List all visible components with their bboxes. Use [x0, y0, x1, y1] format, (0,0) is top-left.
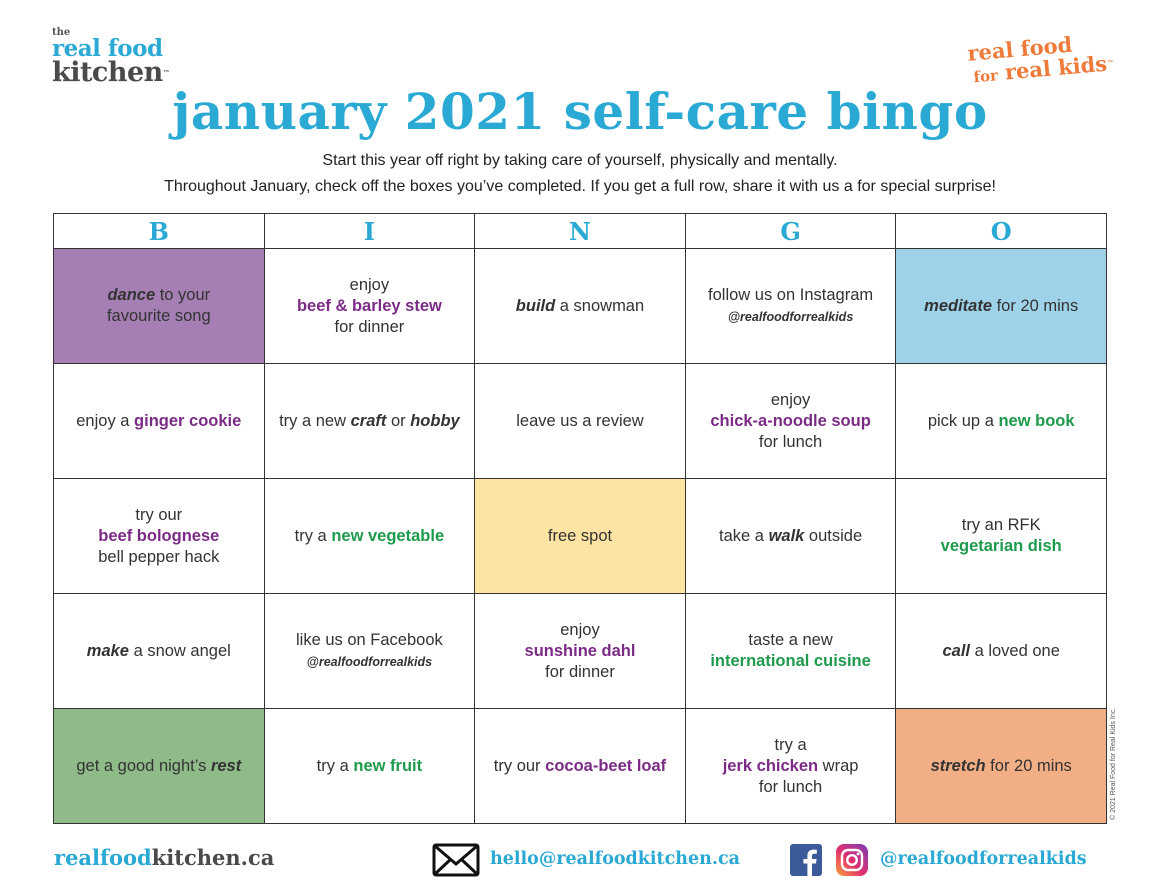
bingo-header-row: [54, 214, 1107, 249]
column-header-b: B: [54, 214, 265, 249]
bingo-cell-rest[interactable]: get a good night’s rest: [54, 709, 265, 824]
bingo-cell-chick-a-noodle-soup[interactable]: enjoy chick-a-noodle soup for lunch: [685, 364, 896, 479]
bingo-cell-craft-hobby[interactable]: try a new craft or hobby: [264, 364, 475, 479]
column-header-g: G: [685, 214, 896, 249]
page-title: january 2021 self-care bingo: [172, 82, 988, 141]
copyright-notice: © 2021 Real Food for Real Kids Inc.: [1110, 707, 1117, 820]
column-header-i: I: [264, 214, 475, 249]
bingo-cell-stretch[interactable]: stretch for 20 mins: [896, 709, 1107, 824]
facebook-icon[interactable]: [790, 844, 822, 876]
bingo-cell-sunshine-dahl[interactable]: enjoy sunshine dahl for dinner: [475, 594, 686, 709]
mail-icon: [432, 843, 480, 877]
bingo-cell-meditate[interactable]: meditate for 20 mins: [896, 249, 1107, 364]
column-header-o: O: [896, 214, 1107, 249]
bingo-cell-beef-bolognese[interactable]: try our beef bolognese bell pepper hack: [54, 479, 265, 594]
bingo-cell-review[interactable]: leave us a review: [475, 364, 686, 479]
bingo-cell-instagram[interactable]: follow us on Instagram @realfoodforrealkids: [685, 249, 896, 364]
bingo-card: [53, 213, 1107, 824]
bingo-cell-jerk-chicken[interactable]: try a jerk chicken wrap for lunch: [685, 709, 896, 824]
bingo-cell-new-vegetable[interactable]: try a new vegetable: [264, 479, 475, 594]
bingo-cell-new-fruit[interactable]: try a new fruit: [264, 709, 475, 824]
bingo-cell-vegetarian-dish[interactable]: try an RFK vegetarian dish: [896, 479, 1107, 594]
bingo-cell-ginger-cookie[interactable]: enjoy a ginger cookie: [54, 364, 265, 479]
bingo-row: [54, 709, 1107, 824]
bingo-cell-walk[interactable]: take a walk outside: [685, 479, 896, 594]
bingo-row: [54, 249, 1107, 364]
logo-kitchen: kitchen™: [52, 57, 170, 88]
logo-real-food: real food: [52, 35, 163, 62]
bingo-row: [54, 479, 1107, 594]
bingo-cell-new-book[interactable]: pick up a new book: [896, 364, 1107, 479]
bingo-cell-snowman[interactable]: build a snowman: [475, 249, 686, 364]
intro-line-2: Throughout January, check off the boxes you’ve completed. If you get a full row, share it with us a for special surprise!: [164, 178, 996, 195]
logo-the: the: [52, 27, 71, 38]
real-food-for-real-kids-logo: [914, 30, 1115, 87]
bingo-cell-free-spot[interactable]: free spot: [475, 479, 686, 594]
column-header-n: N: [475, 214, 686, 249]
intro-line-1: Start this year off right by taking care of yourself, physically and mentally.: [322, 152, 838, 169]
bingo-cell-snow-angel[interactable]: make a snow angel: [54, 594, 265, 709]
social-handle-link[interactable]: @realfoodforrealkids: [880, 849, 1087, 869]
bingo-cell-facebook[interactable]: like us on Facebook @realfoodforrealkids: [264, 594, 475, 709]
bingo-row: [54, 594, 1107, 709]
logo-for-real-kids: for real kids™: [972, 50, 1115, 87]
bingo-cell-international-cuisine[interactable]: taste a new international cuisine: [685, 594, 896, 709]
real-food-kitchen-logo: [52, 28, 192, 86]
bingo-cell-cocoa-beet-loaf[interactable]: try our cocoa-beet loaf: [475, 709, 686, 824]
logo-real-food: real food: [966, 31, 1074, 66]
contact-email-link[interactable]: hello@realfoodkitchen.ca: [490, 849, 740, 869]
bingo-cell-loved-one[interactable]: call a loved one: [896, 594, 1107, 709]
instagram-icon[interactable]: [836, 844, 868, 876]
bingo-cell-dance[interactable]: dance to your favourite song: [54, 249, 265, 364]
bingo-cell-beef-barley-stew[interactable]: enjoy beef & barley stew for dinner: [264, 249, 475, 364]
bingo-row: [54, 364, 1107, 479]
website-link[interactable]: realfoodkitchen.ca: [54, 845, 275, 870]
